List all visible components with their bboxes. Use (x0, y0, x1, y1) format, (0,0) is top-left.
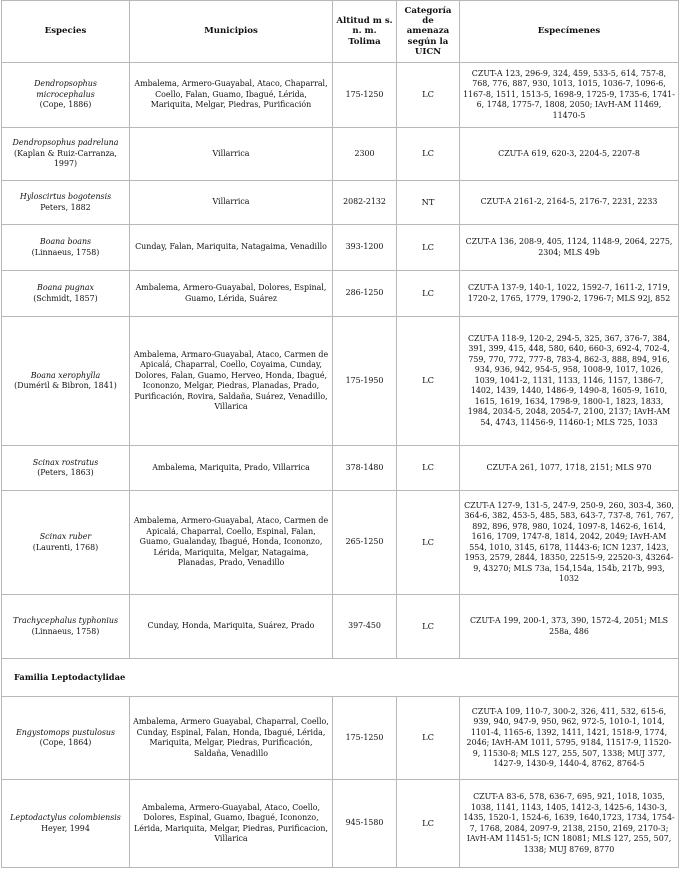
species-name: Boana boans (39, 237, 92, 246)
species-author: (Laurenti, 1768) (32, 542, 99, 552)
category-cell: LC (397, 446, 460, 491)
municipalities-cell: Cunday, Falan, Mariquita, Natagaima, Venadillo (130, 225, 333, 271)
species-cell (2, 181, 130, 225)
specimens-cell: CZUT-A 83-6, 578, 636-7, 695, 921, 1018, 1035, 1038, 1141, 1143, 1405, 1412-3, 1425-6, 1430-3, 1435, 1520-1, 1524-6, 1639, 1640,1723, 1734, 1754-7, 1768, 2084, 2097-9, 2138, 2150, 2169, 2170-3; IAvH-AM 11451-5; ICN 18081; MLS 127, 255, 507, 1338; MUJ 8769, 8770 (460, 780, 679, 868)
species-table (1, 0, 679, 868)
altitude-cell: 393-1200 (333, 225, 397, 271)
category-cell: LC (397, 697, 460, 780)
municipalities-cell: Ambalema, Mariquita, Prado, Villarrica (130, 446, 333, 491)
municipalities-cell: Ambalema, Armero-Guayabal, Ataco, Carmen de Apicalá, Chaparral, Coello, Espinal, Falan, Guamo, Gualanday, Ibagué, Honda, Icononzo, Lérida, Mariquita, Melgar, Natagaima, Planadas, Prado, Venadillo (130, 491, 333, 595)
header-altitude: Altitud m s. n. m. Tolima (333, 1, 397, 63)
category-cell: LC (397, 128, 460, 181)
header-municipalities: Municipios (130, 1, 333, 63)
species-cell (2, 317, 130, 446)
species-cell (2, 595, 130, 659)
specimens-cell: CZUT-A 137-9, 140-1, 1022, 1592-7, 1611-2, 1719, 1720-2, 1765, 1779, 1790-2, 1796-7; MLS 92j, 852 (460, 271, 679, 317)
category-cell: LC (397, 595, 460, 659)
species-name: Boana pugnax (37, 283, 94, 292)
altitude-cell: 175-1250 (333, 63, 397, 128)
municipalities-cell: Cunday, Honda, Mariquita, Suárez, Prado (130, 595, 333, 659)
table-row (2, 595, 679, 659)
category-cell: LC (397, 491, 460, 595)
species-author: (Linnaeus, 1758) (31, 626, 100, 636)
species-author: (Linnaeus, 1758) (31, 247, 100, 257)
table-row (2, 780, 679, 868)
specimens-cell: CZUT-A 619, 620-3, 2204-5, 2207-8 (460, 128, 679, 181)
species-name: Dendropsophus padreluna (12, 138, 119, 148)
table-row (2, 225, 679, 271)
altitude-cell: 286-1250 (333, 271, 397, 317)
specimens-cell: CZUT-A 2161-2, 2164-5, 2176-7, 2231, 2233 (460, 181, 679, 225)
category-cell: LC (397, 780, 460, 868)
municipalities-cell: Villarrica (130, 128, 333, 181)
table-row (2, 697, 679, 780)
species-cell (2, 225, 130, 271)
altitude-cell: 945-1580 (333, 780, 397, 868)
species-name: Boana xerophylla (30, 370, 101, 380)
specimens-cell: CZUT-A 109, 110-7, 300-2, 326, 411, 532, 615-6, 939, 940, 947-9, 950, 962, 972-5, 1010-1, 1014, 1101-4, 1165-6, 1392, 1411, 1421, 1518-9, 1774, 2046; IAvH-AM 1011, 5795, 9184, 11517-9, 11520-9, 11530-8; MLS 127, 255, 507, 1338; MUJ 377, 1427-9, 1430-9, 1440-4, 8762, 8764-5 (460, 697, 679, 780)
table-row (2, 446, 679, 491)
species-name: Scinax rostratus (32, 457, 99, 467)
altitude-cell: 265-1250 (333, 491, 397, 595)
header-species: Especies (2, 1, 130, 63)
municipalities-cell: Villarrica (130, 181, 333, 225)
species-author: (Peters, 1863) (37, 468, 94, 477)
municipalities-cell: Ambalema, Armaro-Guayabal, Ataco, Carmen de Apicalá, Chaparral, Coello, Coyaima, Cunday, Dolores, Falan, Guamo, Herveo, Honda, Ibagué, Icononzo, Melgar, Piedras, Planadas, Prado, Purificación, Rovira, Saldaña, Suárez, Venadillo, Villarica (130, 317, 333, 446)
species-name: Engystomops pustulosus (15, 727, 116, 737)
municipalities-cell: Ambalema, Armero-Guayabal, Dolores, Espinal, Guamo, Lérida, Suárez (130, 271, 333, 317)
municipalities-cell: Ambalema, Armero-Guayabal, Ataco, Chaparral, Coello, Falan, Guamo, Ibagué, Lérida, Mariquita, Melgar, Piedras, Purificación (130, 63, 333, 128)
category-cell: LC (397, 317, 460, 446)
species-author: (Schmidt, 1857) (33, 293, 98, 303)
species-author: (Kaplan & Ruiz-Carranza, 1997) (14, 148, 117, 169)
specimens-cell: CZUT-A 123, 296-9, 324, 459, 533-5, 614, 757-8, 768, 776, 887, 930, 1013, 1015, 1036-7, 1096-6, 1167-8, 1511, 1513-5, 1698-9, 1725-9, 1735-6, 1741-6, 1748, 1775-7, 1808, 2050; IAvH-AM 11469, 11470-5 (460, 63, 679, 128)
specimens-cell: CZUT-A 199, 200-1, 373, 390, 1572-4, 2051; MLS 258a, 486 (460, 595, 679, 659)
table-row (2, 128, 679, 181)
specimens-cell: CZUT-A 118-9, 120-2, 294-5, 325, 367, 376-7, 384, 391, 399, 415, 448, 580, 640, 660-3, 692-4, 702-4, 759, 770, 772, 777-8, 783-4, 862-3, 888, 894, 916, 934, 936, 942, 954-5, 958, 1008-9, 1017, 1026, 1039, 1041-2, 1131, 1133, 1146, 1157, 1386-7, 1402, 1439, 1440, 1486-9, 1490-8, 1605-9, 1610, 1615, 1619, 1634, 1798-9, 1800-1, 1823, 1833, 1984, 2034-5, 2048, 2054-7, 2100, 2137; IAvH-AM 54, 4743, 11456-9, 11460-1; MLS 725, 1033 (460, 317, 679, 446)
altitude-cell: 175-1950 (333, 317, 397, 446)
species-cell (2, 446, 130, 491)
species-author: (Cope, 1864) (39, 738, 92, 747)
species-name: Trachycephalus typhonius (12, 616, 119, 625)
altitude-cell: 378-1480 (333, 446, 397, 491)
species-author: Heyer, 1994 (41, 823, 90, 833)
specimens-cell: CZUT-A 261, 1077, 1718, 2151; MLS 970 (460, 446, 679, 491)
altitude-cell: 2082-2132 (333, 181, 397, 225)
table-row (2, 317, 679, 446)
species-name: Hyloscirtus bogotensis (19, 192, 112, 201)
header-row (2, 1, 679, 63)
species-author: Peters, 1882 (40, 202, 91, 212)
species-name: Leptodactylus colombiensis (10, 813, 121, 822)
species-author: (Duméril & Bibron, 1841) (14, 381, 117, 390)
species-name: Scinax ruber (39, 532, 92, 541)
altitude-cell: 175-1250 (333, 697, 397, 780)
species-cell (2, 697, 130, 780)
municipalities-cell: Ambalema, Armero-Guayabal, Ataco, Coello, Dolores, Espinal, Guamo, Ibagué, Icononzo, Lérida, Mariquita, Melgar, Piedras, Purificacion, Villarica (130, 780, 333, 868)
table-row (2, 271, 679, 317)
species-author: (Cope, 1886) (39, 100, 92, 110)
municipalities-cell: Ambalema, Armero Guayabal, Chaparral, Coello, Cunday, Espinal, Falan, Honda, Ibagué, Lérida, Mariquita, Melgar, Piedras, Purificación, Saldaña, Venadillo (130, 697, 333, 780)
category-cell: NT (397, 181, 460, 225)
species-cell (2, 128, 130, 181)
table-row (2, 63, 679, 128)
header-category: Categoría de amenaza según la UICN (397, 1, 460, 63)
species-name: Dendropsophus microcephalus (34, 79, 97, 99)
category-cell: LC (397, 271, 460, 317)
species-cell (2, 491, 130, 595)
altitude-cell: 397-450 (333, 595, 397, 659)
table-row (2, 491, 679, 595)
family-heading: Familia Leptodactylidae (2, 659, 679, 697)
specimens-cell: CZUT-A 136, 208-9, 405, 1124, 1148-9, 2064, 2275, 2304; MLS 49b (460, 225, 679, 271)
category-cell: LC (397, 63, 460, 128)
family-row (2, 659, 679, 697)
species-cell (2, 63, 130, 128)
table-row (2, 181, 679, 225)
specimens-cell: CZUT-A 127-9, 131-5, 247-9, 250-9, 260, 303-4, 360, 364-6, 382, 453-5, 485, 583, 643-7, 737-8, 761, 767, 892, 896, 978, 980, 1024, 1097-8, 1462-6, 1614, 1616, 1709, 1747-8, 1814, 2042, 2049; IAvH-AM 554, 1010, 3145, 6178, 11443-6; ICN 1237, 1423, 1953, 2579, 2844, 18350, 22515-9, 22520-3, 43264-9, 43270; MLS 73a, 154,154a, 154b, 217b, 993, 1032 (460, 491, 679, 595)
altitude-cell: 2300 (333, 128, 397, 181)
header-specimens: Especímenes (460, 1, 679, 63)
species-cell (2, 780, 130, 868)
category-cell: LC (397, 225, 460, 271)
species-cell (2, 271, 130, 317)
